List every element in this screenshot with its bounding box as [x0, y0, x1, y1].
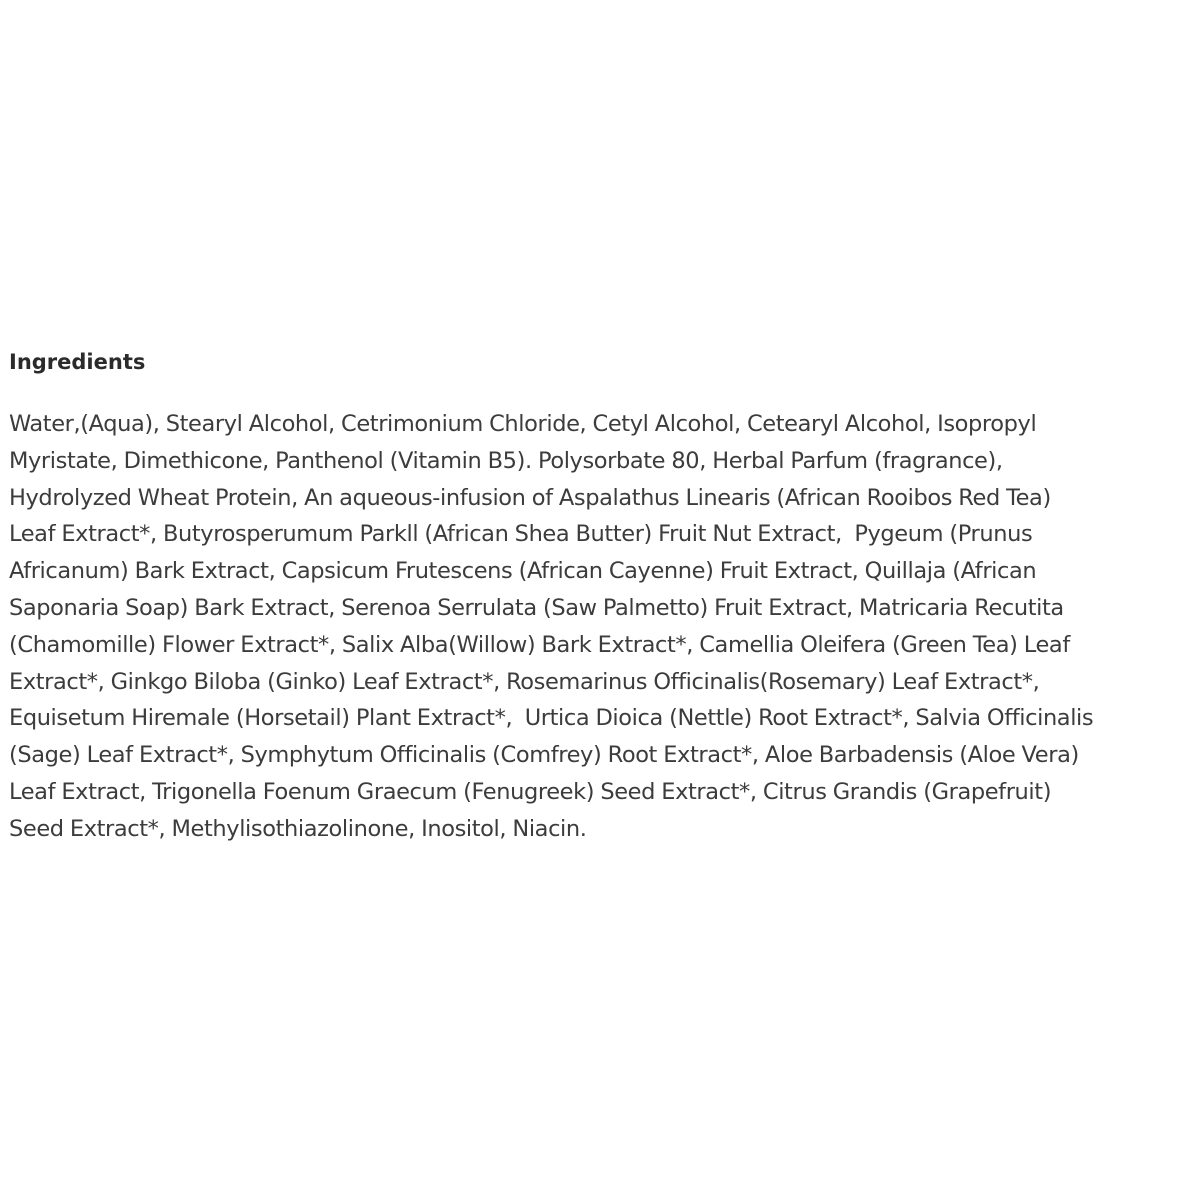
ingredients-line: Leaf Extract*, Butyrosperumum Parkll (African Shea Butter) Fruit Nut Extract, Pygeum (Prunus — [9, 521, 1033, 548]
ingredients-line: Water,(Aqua), Stearyl Alcohol, Cetrimonium Chloride, Cetyl Alcohol, Cetearyl Alcohol, Isopropyl — [9, 411, 1037, 437]
ingredients-line: Seed Extract*, Methylisothiazolinone, Inositol, Niacin. — [9, 815, 587, 842]
ingredients-line: Hydrolyzed Wheat Protein, An aqueous-infusion of Aspalathus Linearis (African Rooibos Red Tea) — [9, 484, 1051, 511]
ingredients-line: (Sage) Leaf Extract*, Symphytum Officinalis (Comfrey) Root Extract*, Aloe Barbadensis (Aloe Vera) — [9, 742, 1079, 769]
ingredients-line: Extract*, Ginkgo Biloba (Ginko) Leaf Extract*, Rosemarinus Officinalis(Rosemary) Leaf Extract*, — [9, 668, 1040, 695]
ingredients-list — [9, 406, 1195, 848]
ingredients-line: Myristate, Dimethicone, Panthenol (Vitamin B5). Polysorbate 80, Herbal Parfum (fragrance), — [9, 447, 1003, 474]
ingredients-line: Saponaria Soap) Bark Extract, Serenoa Serrulata (Saw Palmetto) Fruit Extract, Matricaria Recutita — [9, 594, 1064, 621]
ingredients-line: (Chamomille) Flower Extract*, Salix Alba(Willow) Bark Extract*, Camellia Oleifera (Green Tea) Leaf — [9, 631, 1070, 658]
ingredients-line: Leaf Extract, Trigonella Foenum Graecum (Fenugreek) Seed Extract*, Citrus Grandis (Grapefruit) — [9, 778, 1052, 805]
ingredients-heading: Ingredients — [9, 350, 146, 374]
ingredients-line: Equisetum Hiremale (Horsetail) Plant Extract*, Urtica Dioica (Nettle) Root Extract*, Salvia Officinalis — [9, 705, 1094, 732]
ingredients-line: Africanum) Bark Extract, Capsicum Frutescens (African Cayenne) Fruit Extract, Quillaja (African — [9, 558, 1037, 585]
ingredients-section — [9, 343, 1195, 848]
